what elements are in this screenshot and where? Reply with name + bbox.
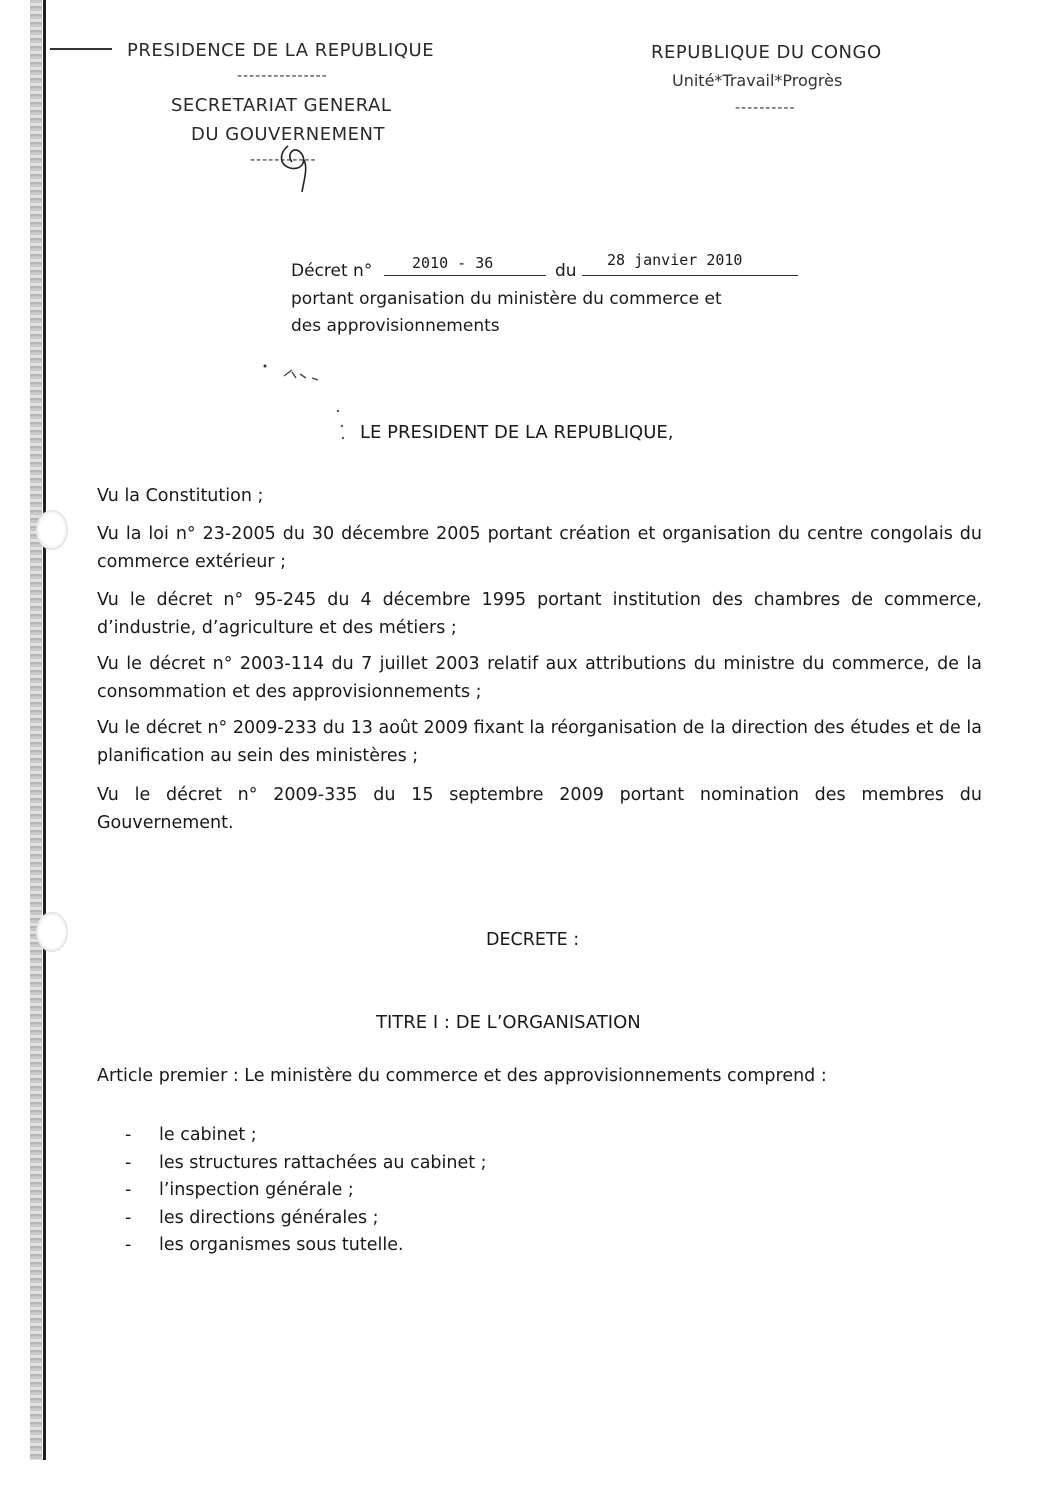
article-text: : Le ministère du commerce et des approvisionnements comprend : (227, 1066, 827, 1086)
visa-decret-2009-233: Vu le décret n° 2009-233 du 13 août 2009 fixant la réorganisation de la direction des études et de la planification au sein des ministères ; (97, 718, 982, 766)
initials-signature (268, 138, 338, 198)
scan-mark (50, 48, 112, 50)
list-item-text: les directions générales ; (159, 1207, 379, 1228)
decrete-heading: DECRETE : (486, 930, 580, 950)
decree-du: du (555, 261, 577, 281)
visa-decret-2009-335: Vu le décret n° 2009-335 du 15 septembre 2009 portant nomination des membres du Gouvernement. (97, 785, 982, 833)
punch-hole (36, 912, 68, 952)
list-item-text: le cabinet ; (159, 1125, 257, 1145)
decree-subject-line2: des approvisionnements (291, 316, 500, 336)
header-gouvernement: DU GOUVERNEMENT (191, 124, 385, 145)
scan-specks (262, 356, 352, 446)
decree-date: 28 janvier 2010 (607, 251, 743, 269)
decree-prefix: Décret n° (291, 261, 373, 281)
list-bullet: - (125, 1180, 132, 1200)
article-list (125, 1122, 487, 1260)
list-item (125, 1122, 487, 1150)
visa-decret-95-245: Vu le décret n° 95-245 du 4 décembre 1995 portant institution des chambres de commerce, d’industrie, d’agriculture et des métiers ; (97, 590, 982, 638)
list-bullet: - (125, 1152, 132, 1173)
header-secretariat: SECRETARIAT GENERAL (171, 95, 392, 116)
visa-constitution: Vu la Constitution ; (97, 486, 264, 506)
punch-hole (36, 510, 68, 550)
header-right-separator: ---------- (735, 100, 796, 116)
scan-edge-line (43, 0, 46, 1460)
header-republique: REPUBLIQUE DU CONGO (651, 42, 882, 63)
decree-number: 2010 - 36 (412, 254, 494, 272)
list-item (125, 1177, 487, 1205)
header-motto: Unité*Travail*Progrès (672, 71, 843, 90)
decree-date-underline (582, 275, 798, 276)
list-bullet: - (125, 1235, 132, 1255)
list-item (125, 1205, 487, 1233)
header-left-separator-2: ----------- (250, 152, 317, 168)
decree-number-underline (384, 275, 546, 276)
decree-subject-line1: portant organisation du ministère du commerce et (291, 289, 722, 309)
scan-binding-edge (30, 0, 42, 1460)
header-presidence: PRESIDENCE DE LA REPUBLIQUE (127, 40, 435, 61)
list-item-text: les structures rattachées au cabinet ; (159, 1152, 487, 1173)
list-item (125, 1150, 487, 1178)
list-bullet: - (125, 1125, 132, 1145)
visa-decret-2003-114: Vu le décret n° 2003-114 du 7 juillet 2003 relatif aux attributions du ministre du commerce, de la consommation et des approvisionnements ; (97, 654, 982, 702)
titre-heading: TITRE I : DE L’ORGANISATION (376, 1012, 641, 1033)
visa-loi-23-2005: Vu la loi n° 23-2005 du 30 décembre 2005 portant création et organisation du centre congolais du commerce extérieur ; (97, 524, 982, 572)
header-left-separator: --------------- (237, 68, 328, 84)
president-heading: LE PRESIDENT DE LA REPUBLIQUE, (360, 422, 674, 443)
list-item (125, 1232, 487, 1260)
article-premier (97, 1066, 827, 1086)
article-label: Article premier (97, 1066, 228, 1086)
list-item-text: l’inspection générale ; (159, 1180, 354, 1200)
list-item-text: les organismes sous tutelle. (159, 1235, 404, 1255)
list-bullet: - (125, 1207, 132, 1228)
